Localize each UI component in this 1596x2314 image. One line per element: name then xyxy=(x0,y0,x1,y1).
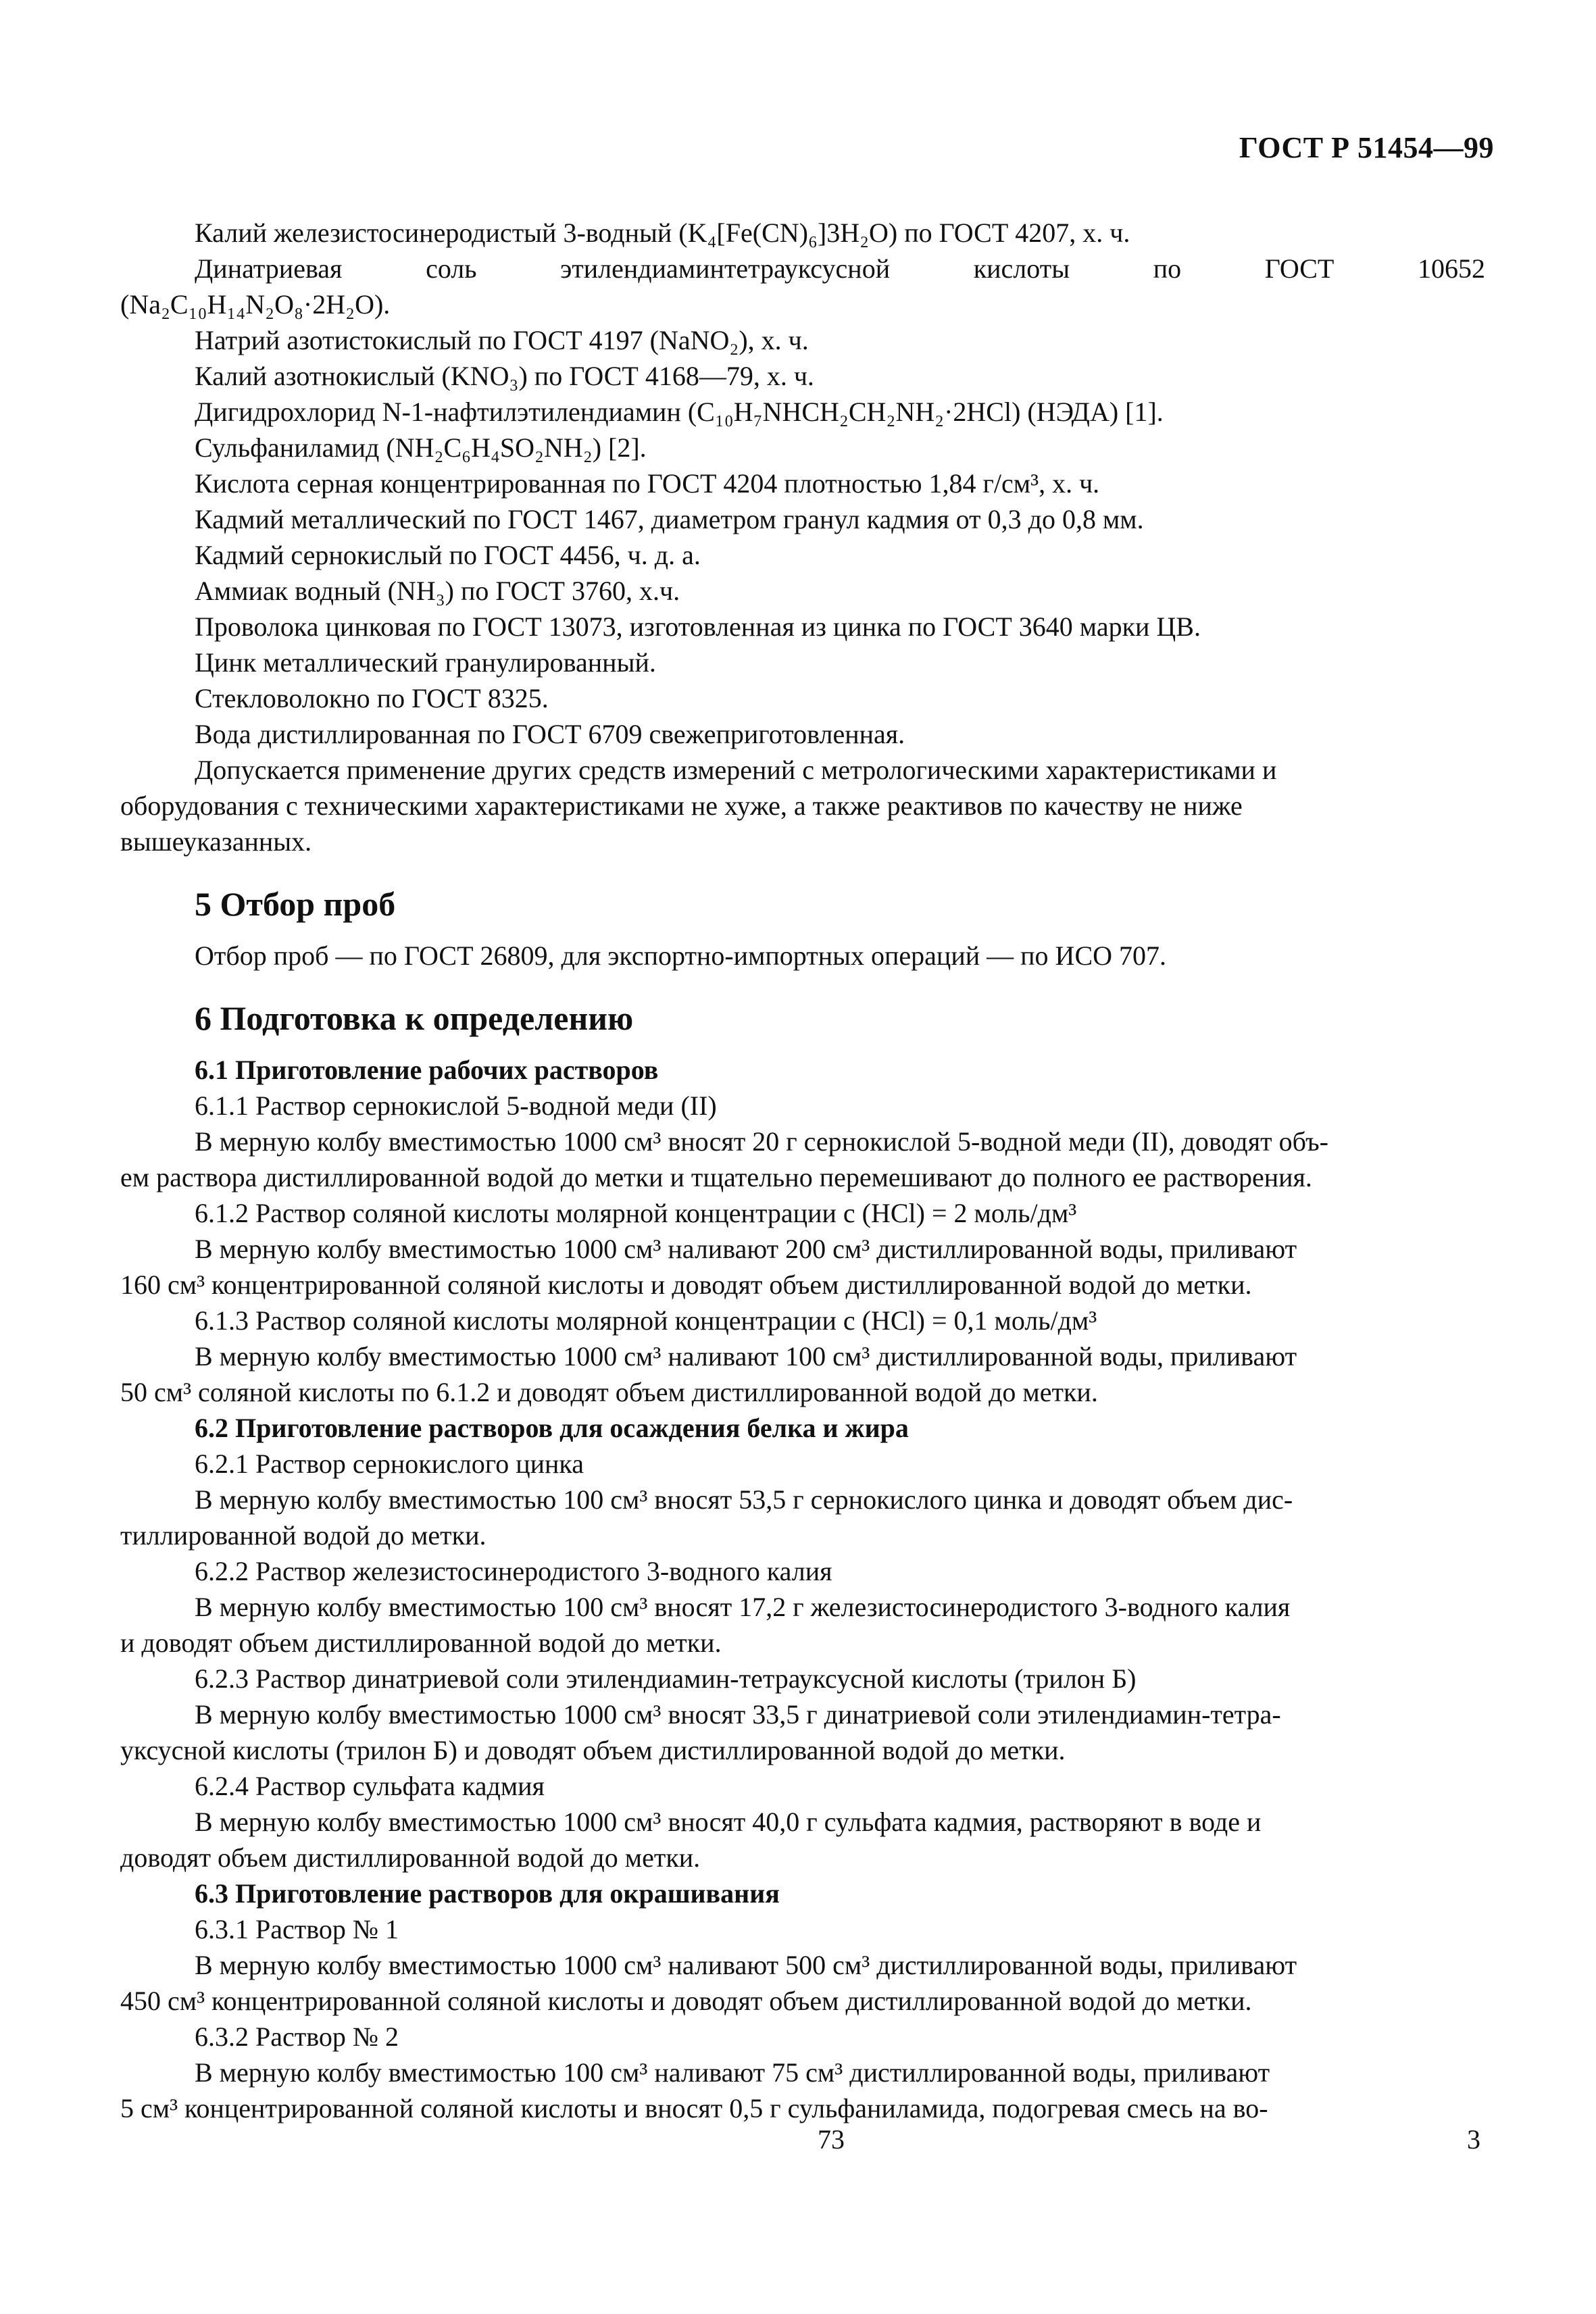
clause-title: 6.3.1 Раствор № 1 xyxy=(195,1914,399,1944)
reagent-line: Натрий азотистокислый по ГОСТ 4197 (NaNO₂), х. ч. xyxy=(195,325,809,355)
paragraph-line: В мерную колбу вместимостью 1000 см³ вносят 40,0 г сульфата кадмия, растворяют в воде и xyxy=(195,1807,1262,1837)
reagent-line: Кадмий сернокислый по ГОСТ 4456, ч. д. а. xyxy=(195,540,701,570)
reagent-line: Цинк металлический гранулированный. xyxy=(195,647,656,678)
reagent-line: Проволока цинковая по ГОСТ 13073, изготовленная из цинка по ГОСТ 3640 марки ЦВ. xyxy=(195,611,1201,642)
section-5-heading: 5 Отбор проб xyxy=(195,885,396,923)
reagent-line: Кислота серная концентрированная по ГОСТ 4204 плотностью 1,84 г/см³, х. ч. xyxy=(195,468,1100,499)
word: соль xyxy=(426,253,477,284)
clause-title: 6.2.3 Раствор динатриевой соли этилендиамин-тетрауксусной кислоты (трилон Б) xyxy=(195,1663,1137,1694)
clause-title: 6.3.2 Раствор № 2 xyxy=(195,2021,399,2052)
paragraph-line: 5 см³ концентрированной соляной кислоты и вносят 0,5 г сульфаниламида, подогревая смесь на во- xyxy=(120,2093,1268,2123)
reagent-line: Сульфаниламид (NH₂C₆H₄SO₂NH₂) [2]. xyxy=(195,432,647,463)
clause-title: 6.2.4 Раствор сульфата кадмия xyxy=(195,1771,545,1801)
reagent-line: Аммиак водный (NH₃) по ГОСТ 3760, х.ч. xyxy=(195,576,680,606)
paragraph-line: В мерную колбу вместимостью 1000 см³ вносят 33,5 г динатриевой соли этилендиамин-тетра- xyxy=(195,1699,1281,1730)
word: Динатриевая xyxy=(195,253,343,284)
subsection-heading: 6.3 Приготовление растворов для окрашивания xyxy=(195,1878,780,1909)
paragraph-line: 450 см³ концентрированной соляной кислоты и доводят объем дистиллированной водой до метки. xyxy=(120,1986,1252,2016)
clause-title: 6.1.2 Раствор соляной кислоты молярной концентрации с (HCl) = 2 моль/дм³ xyxy=(195,1198,1077,1228)
word: по xyxy=(1153,253,1182,284)
paragraph-line: Допускается применение других средств измерений с метрологическими характеристиками и xyxy=(195,755,1277,785)
paragraph-line: оборудования с техническими характеристиками не хуже, а также реактивов по качеству не ниже xyxy=(120,790,1243,821)
page-number: 73 xyxy=(818,2124,845,2155)
paragraph-line: ем раствора дистиллированной водой до метки и тщательно перемешивают до полного ее растворения. xyxy=(120,1162,1312,1192)
paragraph-line: и доводят объем дистиллированной водой до метки. xyxy=(120,1628,722,1658)
paragraph-line: уксусной кислоты (трилон Б) и доводят объем дистиллированной водой до метки. xyxy=(120,1735,1066,1765)
paragraph-line: В мерную колбу вместимостью 100 см³ вносят 53,5 г сернокислого цинка и доводят объем дис- xyxy=(195,1484,1293,1515)
reagent-line: Калий железистосинеродистый 3-водный (K₄[Fe(CN)₆]3H₂O) по ГОСТ 4207, х. ч. xyxy=(195,218,1130,248)
reagent-line: Дигидрохлорид N-1-нафтилэтилендиамин (C₁₀H₇NHCH₂CH₂NH₂·2HCl) (НЭДА) [1]. xyxy=(195,397,1164,427)
word: ГОСТ xyxy=(1264,253,1335,284)
reagent-line: (Na₂C₁₀H₁₄N₂O₈·2H₂O). xyxy=(120,289,391,320)
document-code: ГОСТ Р 51454—99 xyxy=(1239,131,1494,164)
paragraph-line: В мерную колбу вместимостью 1000 см³ наливают 200 см³ дистиллированной воды, приливают xyxy=(195,1234,1297,1264)
reagent-line: Калий азотнокислый (KNO₃) по ГОСТ 4168—79, х. ч. xyxy=(195,361,814,391)
word: 10652 xyxy=(1417,253,1485,284)
paragraph-line: 50 см³ соляной кислоты по 6.1.2 и доводят объем дистиллированной водой до метки. xyxy=(120,1377,1098,1407)
subsection-heading: 6.1 Приготовление рабочих растворов xyxy=(195,1055,659,1085)
paragraph-line: тиллированной водой до метки. xyxy=(120,1520,487,1551)
clause-title: 6.2.1 Раствор сернокислого цинка xyxy=(195,1449,584,1479)
sheet-number: 3 xyxy=(1467,2124,1480,2155)
paragraph-line: В мерную колбу вместимостью 1000 см³ вносят 20 г сернокислой 5-водной меди (II), доводят объ- xyxy=(195,1126,1328,1157)
reagent-line: Вода дистиллированная по ГОСТ 6709 свежеприготовленная. xyxy=(195,719,905,749)
paragraph-line: В мерную колбу вместимостью 1000 см³ наливают 100 см³ дистиллированной воды, приливают xyxy=(195,1341,1297,1372)
clause-title: 6.1.3 Раствор соляной кислоты молярной концентрации с (HCl) = 0,1 моль/дм³ xyxy=(195,1305,1097,1336)
clause-title: 6.2.2 Раствор железистосинеродистого 3-водного калия xyxy=(195,1556,832,1586)
paragraph-line: В мерную колбу вместимостью 1000 см³ наливают 500 см³ дистиллированной воды, приливают xyxy=(195,1950,1297,1980)
reagent-line: Стекловолокно по ГОСТ 8325. xyxy=(195,683,549,713)
reagent-line: Кадмий металлический по ГОСТ 1467, диаметром гранул кадмия от 0,3 до 0,8 мм. xyxy=(195,504,1144,534)
clause-title: 6.1.1 Раствор сернокислой 5-водной меди (II) xyxy=(195,1090,717,1121)
word: кислоты xyxy=(973,253,1070,284)
paragraph-line: 160 см³ концентрированной соляной кислоты и доводят объем дистиллированной водой до метки. xyxy=(120,1269,1252,1300)
paragraph-line: доводят объем дистиллированной водой до метки. xyxy=(120,1842,701,1873)
word: этилендиаминтетрауксусной xyxy=(560,253,891,284)
section-6-heading: 6 Подготовка к определению xyxy=(195,999,634,1037)
paragraph-line: В мерную колбу вместимостью 100 см³ наливают 75 см³ дистиллированной воды, приливают xyxy=(195,2057,1270,2088)
paragraph-line: Отбор проб — по ГОСТ 26809, для экспортно-импортных операций — по ИСО 707. xyxy=(195,940,1167,971)
subsection-heading: 6.2 Приготовление растворов для осаждения белка и жира xyxy=(195,1413,909,1443)
paragraph-line: вышеуказанных. xyxy=(120,826,312,857)
reagent-line-justified xyxy=(120,251,1485,286)
document-body xyxy=(120,215,1485,2126)
paragraph-line: В мерную колбу вместимостью 100 см³ вносят 17,2 г железистосинеродистого 3-водного калия xyxy=(195,1592,1291,1622)
